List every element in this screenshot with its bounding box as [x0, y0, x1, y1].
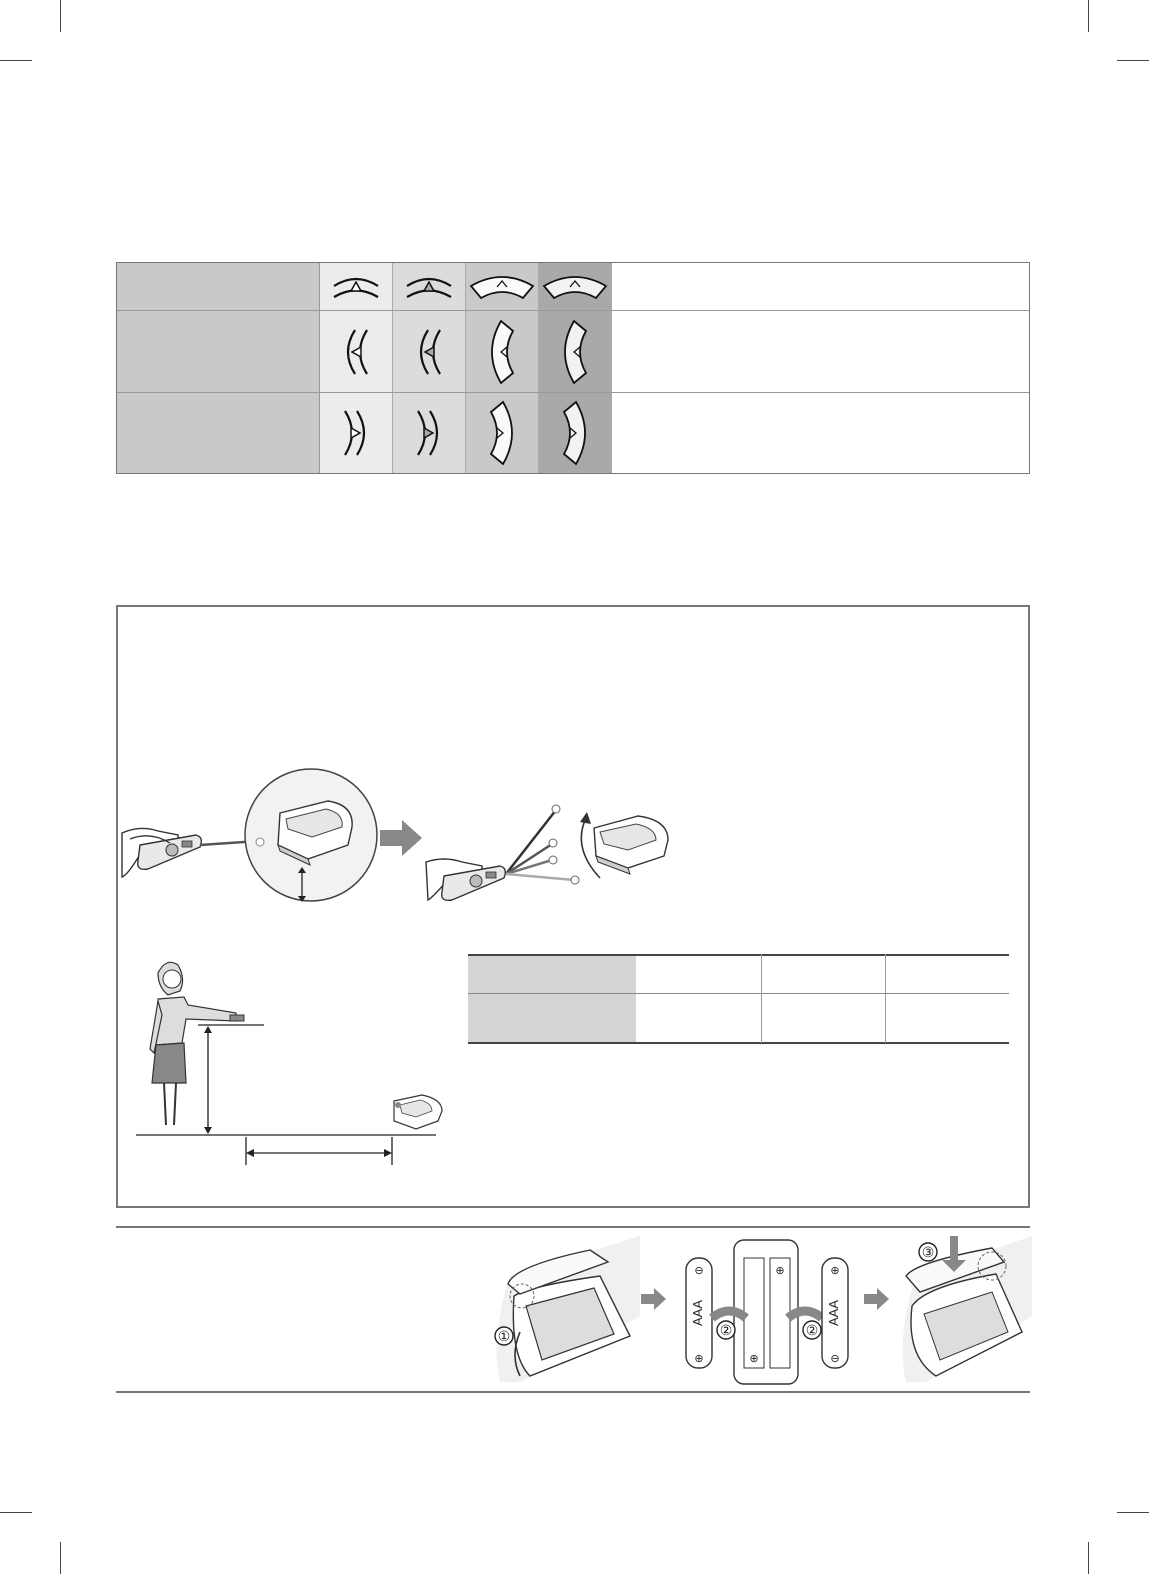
- robot-vacuum-icon: [394, 1095, 442, 1129]
- step-number: ③: [921, 1244, 935, 1260]
- left-large-light-icon: [466, 311, 539, 392]
- robot-vacuum-icon: [594, 816, 668, 874]
- step-number: ②: [719, 1322, 733, 1338]
- range-table-divider: [761, 954, 762, 1043]
- left-small-dark-icon: [393, 311, 466, 392]
- right-arrow-icon: [641, 1288, 667, 1310]
- battery-step-close-cover-illustration: [896, 1236, 1032, 1382]
- range-table-row-label: [468, 994, 636, 1043]
- minus-symbol: ⊖: [830, 1353, 840, 1365]
- forward-description: [614, 263, 1029, 310]
- left-row-label: [117, 311, 320, 392]
- crop-mark: [1088, 1542, 1089, 1574]
- left-description: [614, 311, 1029, 392]
- crop-mark: [1117, 60, 1149, 61]
- left-large-dark-icon: [539, 311, 612, 392]
- step-number: ①: [497, 1328, 511, 1344]
- right-row: [117, 393, 1029, 473]
- crop-mark: [0, 60, 32, 61]
- forward-large-light-icon: [466, 263, 539, 310]
- right-row-label: [117, 393, 320, 473]
- remote-pointing-illustration: [120, 765, 420, 910]
- right-large-dark-icon: [539, 393, 612, 473]
- forward-small-dark-icon: [393, 263, 466, 310]
- left-row: [117, 311, 1029, 393]
- range-table-middle-rule: [468, 993, 1009, 994]
- range-table-divider: [885, 954, 886, 1043]
- remote-range-table: [468, 954, 1009, 1044]
- plus-symbol: ⊕: [775, 1265, 785, 1277]
- battery-step-open-cover-illustration: [490, 1236, 640, 1382]
- right-small-light-icon: [320, 393, 393, 473]
- right-arrow-icon: [380, 818, 424, 858]
- right-small-dark-icon: [393, 393, 466, 473]
- crop-mark: [0, 1512, 32, 1513]
- remote-steering-illustration: [424, 798, 704, 908]
- range-table-header-label: [468, 955, 636, 994]
- crop-mark: [60, 1542, 61, 1574]
- forward-row: [117, 263, 1029, 311]
- plus-symbol: ⊕: [830, 1265, 840, 1277]
- range-table-top-rule: [468, 954, 1009, 956]
- battery-label: AAA: [690, 1299, 705, 1327]
- left-small-light-icon: [320, 311, 393, 392]
- battery-step-insert-illustration: [684, 1238, 854, 1386]
- plus-symbol: ⊕: [694, 1353, 704, 1365]
- right-description: [614, 393, 1029, 473]
- range-table-bottom-rule: [468, 1042, 1009, 1044]
- user-figure-icon: [150, 962, 244, 1125]
- battery-label: AAA: [826, 1299, 841, 1327]
- forward-row-label: [117, 263, 320, 310]
- right-large-light-icon: [466, 393, 539, 473]
- right-arrow-icon: [864, 1288, 890, 1310]
- forward-large-dark-icon: [539, 263, 612, 310]
- minus-symbol: ⊖: [694, 1265, 704, 1277]
- plus-symbol: ⊕: [749, 1353, 759, 1365]
- step-number: ②: [805, 1322, 819, 1338]
- forward-small-light-icon: [320, 263, 393, 310]
- direction-button-table: [116, 262, 1030, 474]
- crop-mark: [60, 0, 61, 32]
- crop-mark: [1117, 1512, 1149, 1513]
- remote-range-illustration: [132, 955, 452, 1167]
- crop-mark: [1088, 0, 1089, 32]
